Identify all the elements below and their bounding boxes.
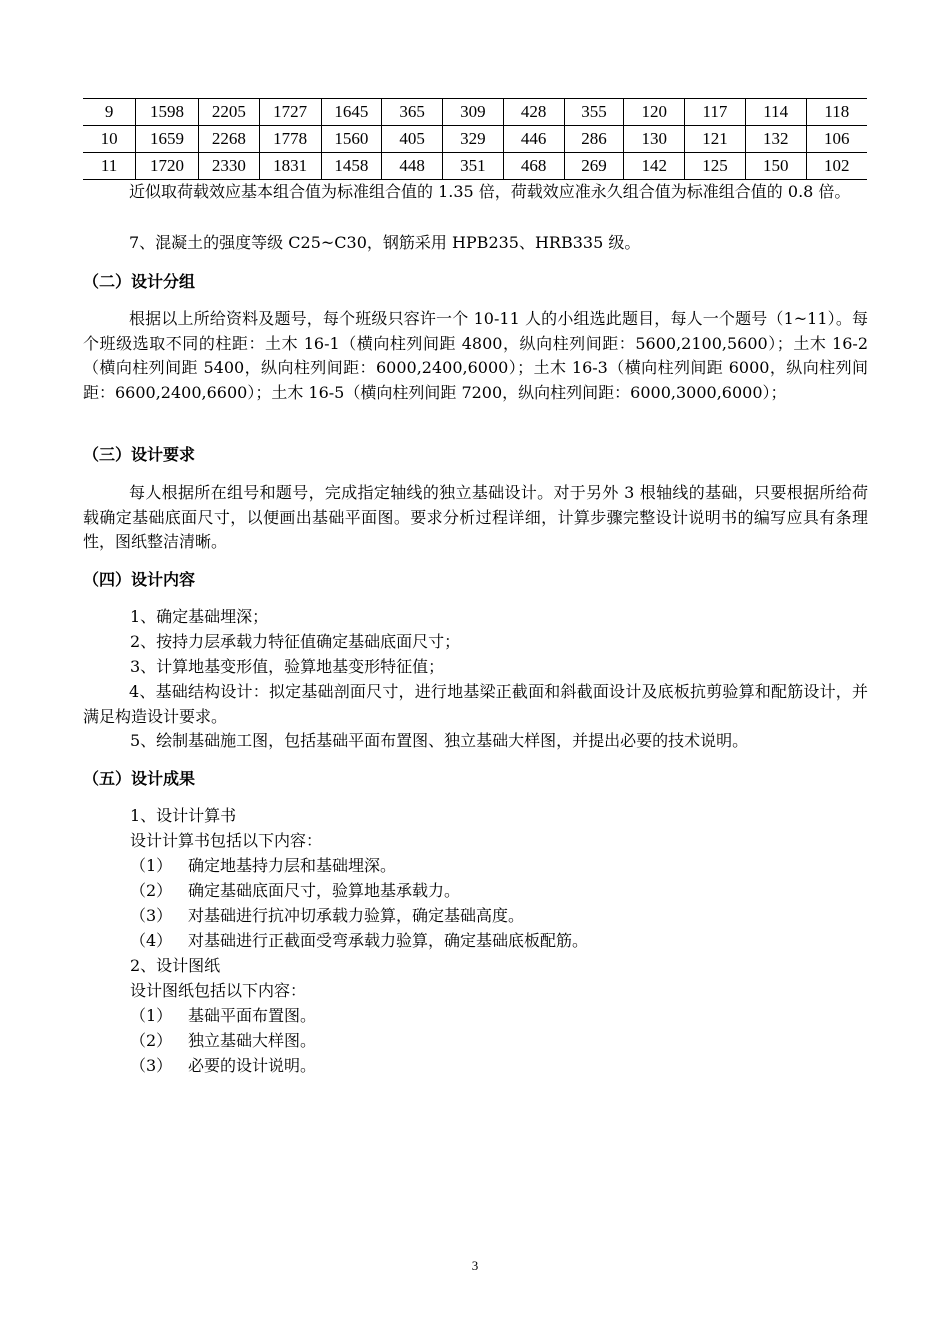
table-cell: 269 [564,153,624,180]
table-cell: 102 [806,153,867,180]
table-cell: 351 [443,153,504,180]
load-combination-paragraph: 近似取荷载效应基本组合值为标准组合值的 1.35 倍，荷载效应准永久组合值为标准组合值的 0.8 倍。 [129,182,851,201]
content-item: 5、绘制基础施工图，包括基础平面布置图、独立基础大样图，并提出必要的技术说明。 [130,731,749,750]
drawing-item-number: （3） [130,1056,173,1075]
calc-item-text: 确定地基持力层和基础埋深。 [188,856,397,875]
drawing-item-text: 独立基础大样图。 [188,1031,317,1050]
table-cell: 309 [443,99,504,126]
section-heading-content: （四）设计内容 [83,570,196,589]
table-cell: 142 [624,153,685,180]
table-cell: 120 [624,99,685,126]
table-cell: 1727 [259,99,321,126]
table-cell: 150 [745,153,806,180]
calc-item [130,854,396,879]
table-cell: 286 [564,126,624,153]
table-cell: 329 [443,126,504,153]
calc-item-number: （3） [130,906,173,925]
table-row [83,153,867,180]
table-cell: 428 [503,99,564,126]
drawing-item-text: 必要的设计说明。 [188,1056,317,1075]
table-cell: 1659 [136,126,199,153]
table-cell: 1720 [136,153,199,180]
table-cell: 114 [745,99,806,126]
table-cell: 10 [83,126,136,153]
calc-book-title: 1、设计计算书 [130,806,237,825]
drawing-item-number: （2） [130,1031,173,1050]
table-cell: 355 [564,99,624,126]
table-cell: 1645 [321,99,382,126]
table-cell: 106 [806,126,867,153]
table-cell: 2205 [198,99,259,126]
calc-item-text: 对基础进行正截面受弯承载力验算，确定基础底板配筋。 [188,931,589,950]
calc-item [130,929,588,954]
drawing-item-text: 基础平面布置图。 [188,1006,317,1025]
table-row [83,99,867,126]
table-cell: 405 [382,126,443,153]
load-table [83,98,867,180]
calc-item-text: 确定基础底面尺寸，验算地基承载力。 [188,881,461,900]
calc-item-number: （4） [130,931,173,950]
table-cell: 130 [624,126,685,153]
table-cell: 1598 [136,99,199,126]
table-cell: 448 [382,153,443,180]
drawing-item [130,1004,316,1029]
table-cell: 1831 [259,153,321,180]
table-row [83,126,867,153]
table-cell: 365 [382,99,443,126]
calc-item-number: （2） [130,881,173,900]
drawing-item [130,1054,316,1079]
section-heading-requirements: （三）设计要求 [83,445,196,464]
table-cell: 2268 [198,126,259,153]
table-cell: 9 [83,99,136,126]
content-item: 4、基础结构设计：拟定基础剖面尺寸，进行地基梁正截面和斜截面设计及底板抗剪验算和配筋设计，并满足构造设计要求。 [83,682,868,726]
section-heading-results: （五）设计成果 [83,769,196,788]
calc-item [130,904,524,929]
table-cell: 125 [685,153,746,180]
table-cell: 1778 [259,126,321,153]
content-item: 1、确定基础埋深； [130,607,269,626]
drawings-intro: 设计图纸包括以下内容： [130,981,307,1000]
drawings-title: 2、设计图纸 [130,956,221,975]
calc-item-text: 对基础进行抗冲切承载力验算，确定基础高度。 [188,906,525,925]
table-cell: 1560 [321,126,382,153]
requirements-paragraph: 每人根据所在组号和题号，完成指定轴线的独立基础设计。对于另外 3 根轴线的基础，只要根据所给荷载确定基础底面尺寸，以便画出基础平面图。要求分析过程详细，计算步骤完整设计说明书的编写应具有条理性，图纸整洁清晰。 [83,483,868,551]
table-cell: 121 [685,126,746,153]
table-cell: 446 [503,126,564,153]
calc-item-number: （1） [130,856,173,875]
grouping-paragraph: 根据以上所给资料及题号，每个班级只容许一个 10-11 人的小组选此题目，每人一个题号（1~11）。每个班级选取不同的柱距：土木 16-1（横向柱列间距 4800，纵向柱列间距：5600,2100,5600）；土木 16-2（横向柱列间距 5400，纵向柱列间距：6000,2400,6000）；土木 16-3（横向柱列间距 6000，纵向柱列间距：6600,2400,6600）；土木 16-5（横向柱列间距 7200，纵向柱列间距：6000,3000,6000）； [83,309,868,402]
content-item: 3、计算地基变形值，验算地基变形特征值； [130,657,445,676]
table-cell: 2330 [198,153,259,180]
content-item: 2、按持力层承载力特征值确定基础底面尺寸； [130,632,461,651]
drawing-item [130,1029,316,1054]
table-cell: 1458 [321,153,382,180]
drawing-item-number: （1） [130,1006,173,1025]
table-cell: 132 [745,126,806,153]
table-cell: 11 [83,153,136,180]
concrete-grade-paragraph: 7、混凝土的强度等级 C25~C30，钢筋采用 HPB235、HRB335 级。 [129,233,641,252]
section-heading-grouping: （二）设计分组 [83,272,196,291]
table-cell: 468 [503,153,564,180]
page-number: 3 [471,1258,479,1273]
calc-book-intro: 设计计算书包括以下内容： [130,831,323,850]
calc-item [130,879,460,904]
table-cell: 118 [806,99,867,126]
table-cell: 117 [685,99,746,126]
